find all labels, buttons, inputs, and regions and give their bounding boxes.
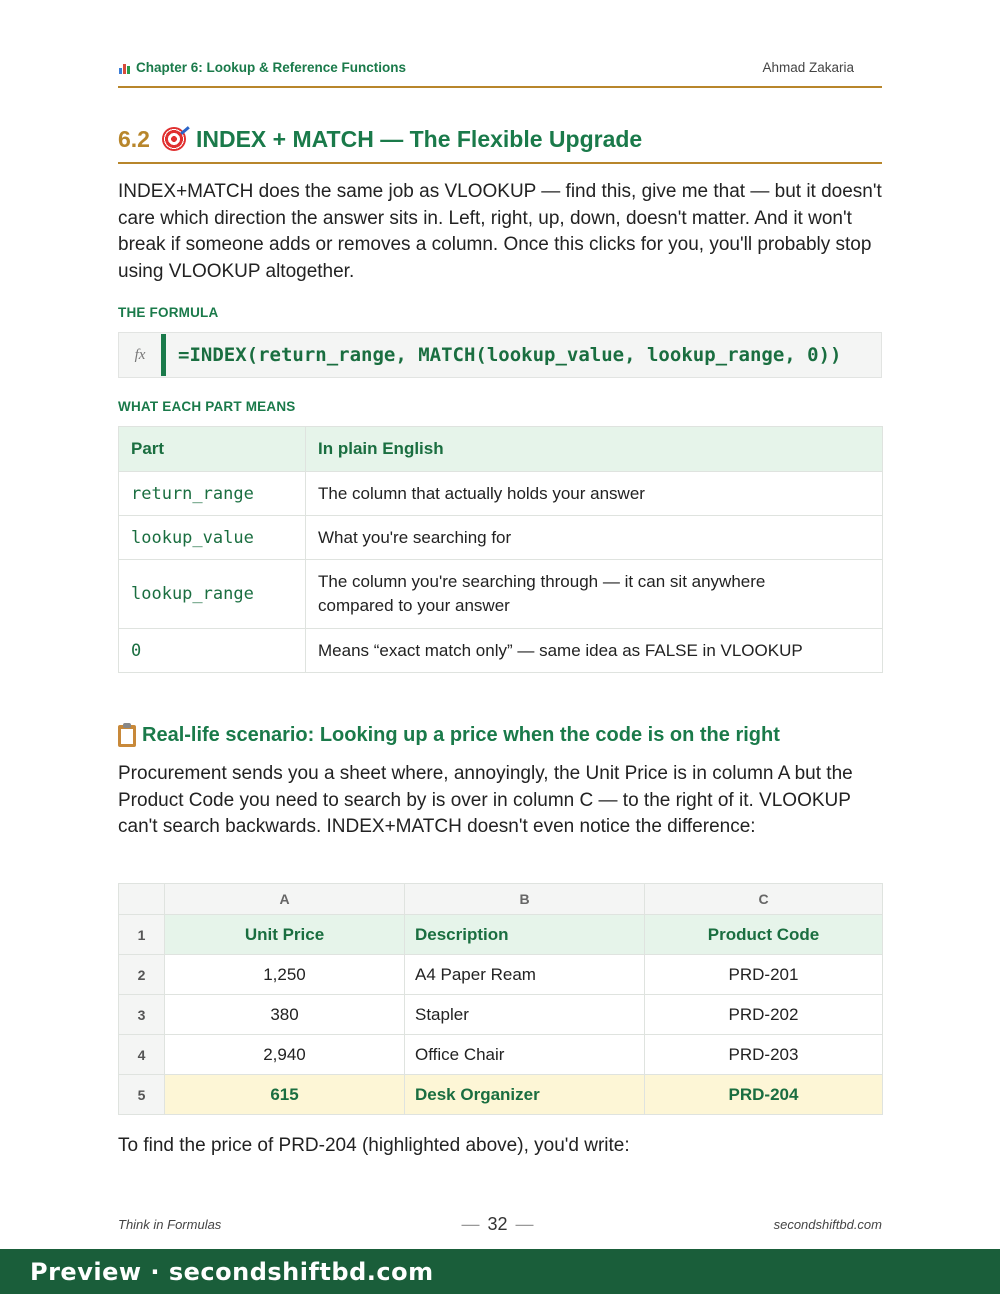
table-row [119,516,883,560]
bar-chart-icon [118,61,132,75]
cell-c: Product Code [645,915,883,955]
column-header: In plain English [306,427,883,472]
sheet-row [119,995,883,1035]
cell-b: A4 Paper Ream [405,955,645,995]
row-number: 2 [119,955,165,995]
preview-banner [0,1249,1000,1294]
cell-a: 1,250 [165,955,405,995]
part-name: 0 [119,629,306,673]
closing-paragraph: To find the price of PRD-204 (highlighted above), you'd write: [118,1135,630,1156]
sheet-row-highlighted [119,1075,883,1115]
table-row [119,629,883,673]
cell-a: 380 [165,995,405,1035]
corner-cell [119,884,165,915]
cell-b: Office Chair [405,1035,645,1075]
formula-box [118,332,882,378]
cell-a: 615 [165,1075,405,1115]
page-dash-left: — [461,1213,480,1234]
parts-label: WHAT EACH PART MEANS [118,399,296,414]
part-meaning: What you're searching for [306,516,883,560]
part-name: lookup_value [119,516,306,560]
chapter-title-text: Chapter 6: Lookup & Reference Functions [136,60,407,75]
target-icon [162,127,186,151]
column-letter: C [645,884,883,915]
clipboard-icon [118,725,136,747]
cell-c: PRD-203 [645,1035,883,1075]
cell-a: Unit Price [165,915,405,955]
page-dash-right: — [515,1213,534,1234]
row-number: 3 [119,995,165,1035]
section-title [118,116,882,164]
table-row [119,472,883,516]
row-number: 4 [119,1035,165,1075]
column-header: Part [119,427,306,472]
cell-c: PRD-202 [645,995,883,1035]
fx-icon: fx [134,346,146,363]
formula-label: THE FORMULA [118,305,219,320]
part-name: return_range [119,472,306,516]
scenario-heading [118,724,780,747]
banner-text: Preview · secondshiftbd.com [30,1257,434,1286]
sheet-row [119,955,883,995]
book-title: Think in Formulas [118,1216,222,1232]
row-number: 1 [119,915,165,955]
page-number-value: 32 [487,1213,508,1234]
author-name: Ahmad Zakaria [762,60,854,75]
sheet-row [119,915,883,955]
scenario-title: Real-life scenario: Looking up a price when the code is on the right [142,724,780,746]
section-heading: INDEX + MATCH — The Flexible Upgrade [195,125,643,152]
page-footer [118,1212,882,1236]
scenario-paragraph: Procurement sends you a sheet where, annoyingly, the Unit Price is in column A but the Product Code you need to search by is over in column C — to the right of it. VLOOKUP can't search backwards. INDEX+MATCH doesn't even notice the difference: [118,763,853,837]
formula-accent-bar [161,334,166,376]
page-header [118,60,882,88]
cell-b: Description [405,915,645,955]
intro-paragraph: INDEX+MATCH does the same job as VLOOKUP — find this, give me that — but it doesn't care which direction the answer sits in. Left, right, up, down, doesn't matter. And it won't break if someone adds or removes a column. Once this clicks for you, you'll probably stop using VLOOKUP altogether. [118,181,882,282]
cell-b: Stapler [405,995,645,1035]
part-name: lookup_range [119,560,306,629]
cell-c: PRD-201 [645,955,883,995]
row-number: 5 [119,1075,165,1115]
part-meaning: The column you're searching through — it can sit anywhere compared to your answer [306,560,883,629]
table-header-row [119,427,883,472]
cell-b: Desk Organizer [405,1075,645,1115]
column-letter: B [405,884,645,915]
cell-a: 2,940 [165,1035,405,1075]
parts-table [118,426,883,673]
page-number [453,1214,541,1235]
site-url: secondshiftbd.com [773,1216,882,1232]
chapter-title [118,60,406,75]
table-row [119,560,883,629]
column-letter: A [165,884,405,915]
formula-code: =INDEX(return_range, MATCH(lookup_value, lookup_range, 0)) [178,344,842,366]
part-meaning: The column that actually holds your answer [306,472,883,516]
part-meaning: Means “exact match only” — same idea as FALSE in VLOOKUP [306,629,883,673]
spreadsheet-table [118,883,883,1115]
column-letters-row [119,884,883,915]
sheet-row [119,1035,883,1075]
cell-c: PRD-204 [645,1075,883,1115]
section-number: 6.2 [118,125,150,152]
